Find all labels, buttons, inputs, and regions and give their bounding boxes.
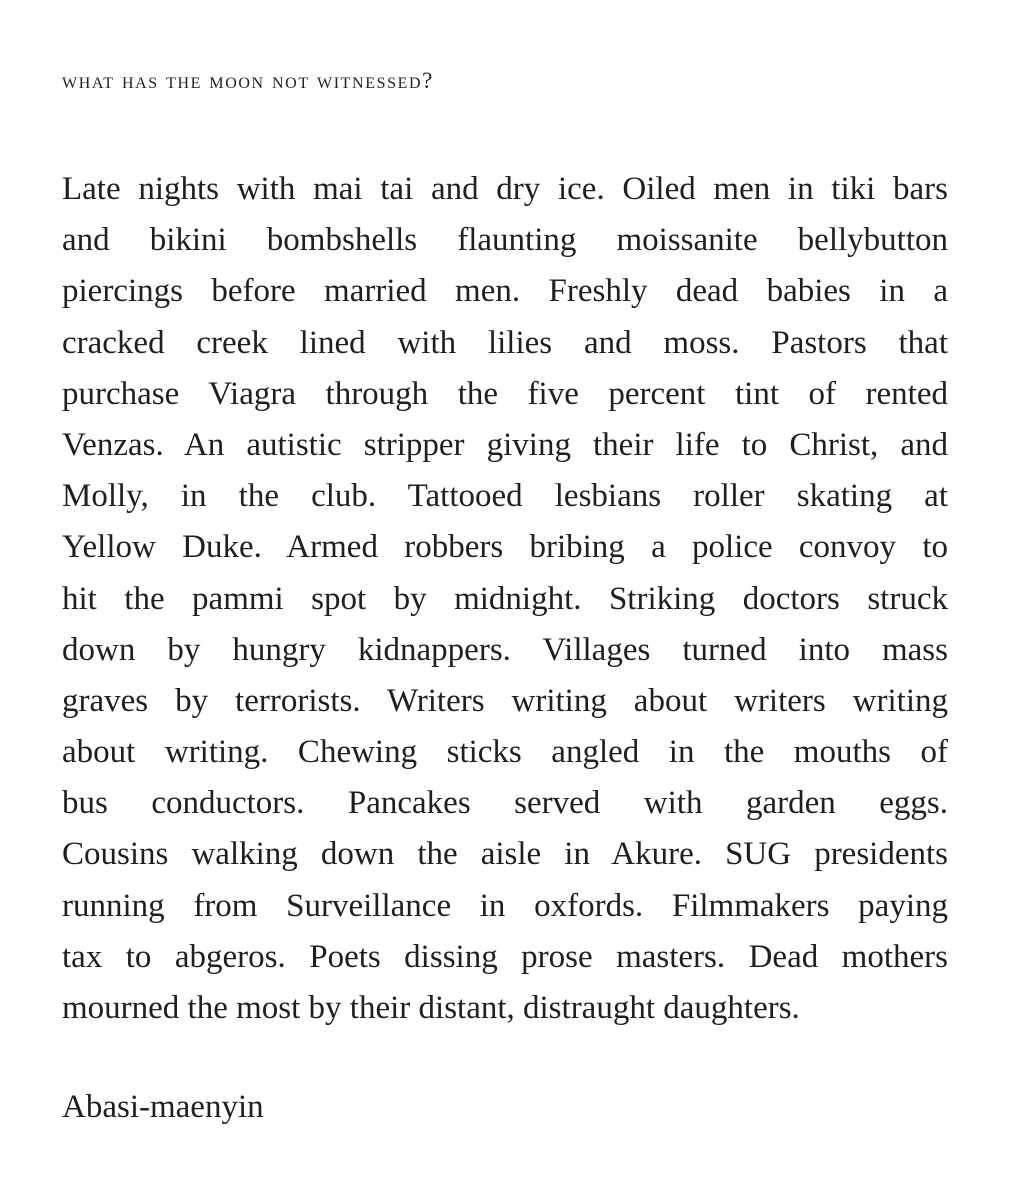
poem-line: piercings before married men. Freshly dead babies in a: [62, 273, 948, 310]
poem-line: down by hungry kidnappers. Villages turned into mass: [62, 631, 948, 668]
poem-line: Venzas. An autistic stripper giving their life to Christ, and: [62, 426, 948, 463]
poem-body: [62, 164, 948, 1034]
poem-line: mourned the most by their distant, distraught daughters.: [62, 990, 800, 1026]
poem-line: hit the pammi spot by midnight. Striking doctors struck: [62, 580, 948, 617]
poem-line: Molly, in the club. Tattooed lesbians roller skating at: [62, 478, 948, 515]
poem-line: cracked creek lined with lilies and moss. Pastors that: [62, 324, 948, 361]
poem-author: Abasi-maenyin: [62, 1089, 264, 1125]
poem-line: running from Surveillance in oxfords. Filmmakers paying: [62, 887, 948, 924]
poem-line: bus conductors. Pancakes served with garden eggs.: [62, 785, 948, 822]
poem-title: what has the moon not witnessed?: [62, 68, 434, 93]
poem-line: tax to abgeros. Poets dissing prose masters. Dead mothers: [62, 938, 948, 975]
poem-line: Late nights with mai tai and dry ice. Oiled men in tiki bars: [62, 171, 948, 207]
poem-line: Yellow Duke. Armed robbers bribing a police convoy to: [62, 529, 948, 566]
poem-line: Cousins walking down the aisle in Akure. SUG presidents: [62, 836, 948, 873]
poem-line: about writing. Chewing sticks angled in the mouths of: [62, 734, 948, 771]
poem-line: and bikini bombshells flaunting moissanite bellybutton: [62, 222, 948, 259]
poem-line: graves by terrorists. Writers writing about writers writing: [62, 682, 948, 719]
poem-line: purchase Viagra through the five percent tint of rented: [62, 375, 948, 412]
